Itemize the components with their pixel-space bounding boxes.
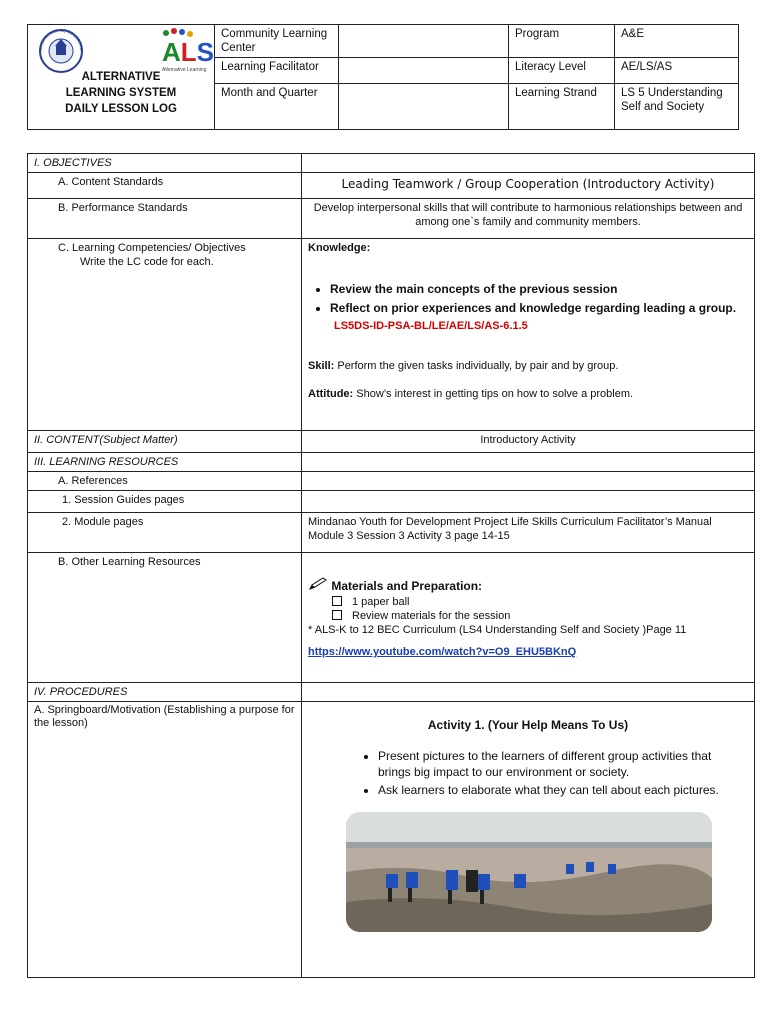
content-heading-cell: II. CONTENT(Subject Matter) bbox=[28, 431, 302, 453]
knowledge-item: • Review the main concepts of the previous session bbox=[330, 281, 748, 298]
youtube-link[interactable]: https://www.youtube.com/watch?v=O9_EHU5BKnQ bbox=[308, 646, 577, 658]
knowledge-item: • Reflect on prior experiences and knowledge regarding leading a group. bbox=[330, 300, 748, 317]
header-table bbox=[27, 24, 739, 130]
performance-standards-label: B. Performance Standards bbox=[28, 199, 302, 239]
content-heading: II. CONTENT bbox=[34, 434, 100, 446]
pencil-icon bbox=[308, 577, 328, 591]
activity-title: Activity 1. (Your Help Means To Us) bbox=[427, 718, 629, 732]
checkbox-icon bbox=[332, 596, 342, 606]
clc-value[interactable] bbox=[339, 25, 509, 58]
svg-text:Alternative Learning: Alternative Learning bbox=[162, 67, 207, 73]
literacy-label: Literacy Level bbox=[509, 58, 615, 84]
strand-value[interactable]: LS 5 Understanding Self and Society bbox=[615, 84, 739, 130]
other-resources-label: B. Other Learning Resources bbox=[28, 553, 302, 683]
clc-label: Community Learning Center bbox=[215, 25, 339, 58]
facilitator-value[interactable] bbox=[339, 58, 509, 84]
learning-competencies-label: C. Learning Competencies/ Objectives bbox=[58, 242, 246, 254]
learning-competencies-sub: Write the LC code for each. bbox=[80, 256, 214, 268]
logo-cell bbox=[28, 25, 215, 130]
materials-heading: Materials and Preparation: bbox=[308, 577, 748, 593]
objectives-heading: I. OBJECTIVES bbox=[28, 154, 302, 173]
facilitator-label: Learning Facilitator bbox=[215, 58, 339, 84]
session-guides-label: 1. Session Guides pages bbox=[28, 491, 302, 513]
session-guides-value[interactable] bbox=[302, 491, 755, 513]
content-value: Introductory Activity bbox=[302, 431, 755, 453]
cleanup-photo bbox=[346, 812, 712, 932]
svg-text:KAGAWARAN NG EDUKASYON: KAGAWARAN NG EDUKASYO bbox=[37, 27, 85, 52]
strand-label: Learning Strand bbox=[509, 84, 615, 130]
springboard-cell bbox=[302, 702, 755, 978]
references-label: A. References bbox=[28, 472, 302, 491]
module-pages-label: 2. Module pages bbox=[28, 513, 302, 553]
document-title: ALTERNATIVE LEARNING SYSTEM DAILY LESSON LOG bbox=[65, 71, 177, 115]
knowledge-label: Knowledge: bbox=[308, 242, 371, 254]
materials-item: 1 paper ball bbox=[308, 595, 748, 609]
checkbox-icon bbox=[332, 610, 342, 620]
competencies-detail-cell bbox=[302, 239, 755, 431]
learning-competencies-cell bbox=[28, 239, 302, 431]
month-value[interactable] bbox=[339, 84, 509, 130]
literacy-value[interactable]: AE/LS/AS bbox=[615, 58, 739, 84]
month-label: Month and Quarter bbox=[215, 84, 339, 130]
skill-line: Skill: Perform the given tasks individually, by pair and by group. bbox=[308, 360, 619, 372]
activity-item: • Present pictures to the learners of different group activities that brings big impact to our environment or society. bbox=[378, 748, 740, 780]
program-label: Program bbox=[509, 25, 615, 58]
curriculum-reference: * ALS-K to 12 BEC Curriculum (LS4 Understanding Self and Society )Page 11 bbox=[308, 624, 687, 636]
springboard-label: A. Springboard/Motivation (Establishing a purpose for the lesson) bbox=[28, 702, 302, 978]
svg-text:ALS: ALS bbox=[162, 37, 215, 67]
content-standards-label: A. Content Standards bbox=[28, 173, 302, 199]
lc-code: LS5DS-ID-PSA-BL/LE/AE/LS/AS-6.1.5 bbox=[334, 320, 528, 332]
materials-item: Review materials for the session bbox=[308, 609, 748, 623]
procedures-heading: IV. PROCEDURES bbox=[28, 683, 302, 702]
resources-heading: III. LEARNING RESOURCES bbox=[28, 453, 302, 472]
activity-item: • Ask learners to elaborate what they can tell about each pictures. bbox=[378, 782, 740, 798]
program-value[interactable]: A&E bbox=[615, 25, 739, 58]
lesson-log-table bbox=[27, 153, 755, 978]
module-pages-value: Mindanao Youth for Development Project Life Skills Curriculum Facilitator’s Manual Module 3 Session 3 Activity 3 page 14-15 bbox=[302, 513, 755, 553]
other-resources-cell bbox=[302, 553, 755, 683]
content-standards-value: Leading Teamwork / Group Cooperation (Introductory Activity) bbox=[302, 173, 755, 199]
attitude-line: Attitude: Show’s interest in getting tips on how to solve a problem. bbox=[308, 388, 634, 400]
performance-standards-value: Develop interpersonal skills that will contribute to harmonious relationships between and among one`s family and community members. bbox=[302, 199, 755, 239]
deped-seal-icon bbox=[32, 27, 90, 75]
als-logo-icon bbox=[156, 27, 220, 75]
